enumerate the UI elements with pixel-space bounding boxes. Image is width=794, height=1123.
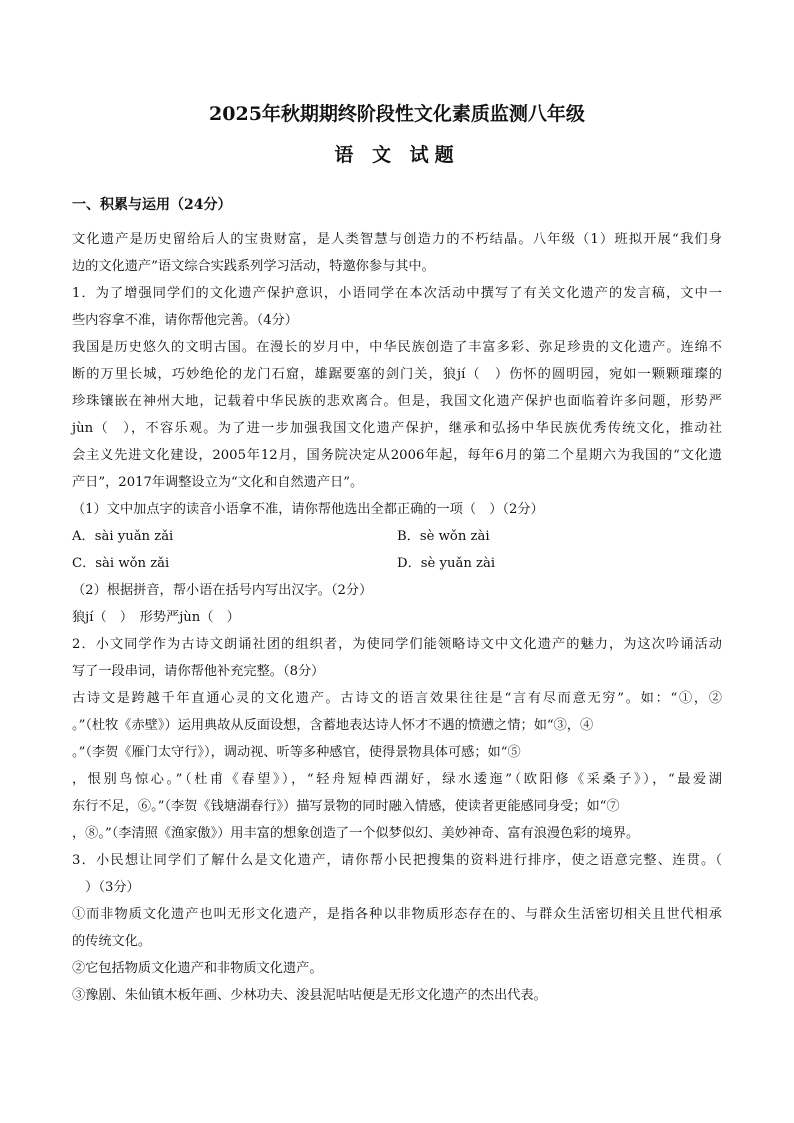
text-line: ①而非物质文化遗产也叫无形文化遗产，是指各种以非物质形态存在的、与群众生活密切相关且世代相承 (72, 907, 722, 922)
text-line: 边的文化遗产”语文综合实践系列学习活动，特邀你参与其中。 (72, 259, 435, 274)
text-line: 1．为了增强同学们的文化遗产保护意识，小语同学在本次活动中撰写了有关文化遗产的发言稿，文中一 (72, 286, 722, 301)
text-line: 文化遗产是历史留给后人的宝贵财富，是人类智慧与创造力的不朽结晶。八年级（1）班拟开展“我们身 (72, 232, 722, 247)
text-line: （1）文中加点字的读音小语拿不准，请你帮他选出全都正确的一项（ ）（2分） (72, 502, 544, 517)
text-line: 写了一段串词，请你帮他补充完整。（8分） (72, 664, 325, 679)
section-heading: 一、积累与运用（24分） (72, 197, 232, 213)
text-line: 断的万里长城，巧妙绝伦的龙门石窟，雄踞要塞的剑门关，狼jí（ ）伤怀的圆明园，宛如一颗颗璀璨的 (72, 367, 722, 382)
text-line: 东行不足，⑥。”（李贺《钱塘湖春行》）描写景物的同时融入情感，使读者更能感同身受；如“⑦ (72, 799, 620, 814)
exam-title: 2025年秋期期终阶段性文化素质监测八年级 (209, 103, 585, 125)
text-line: 些内容拿不准，请你帮他完善。（4分） (72, 313, 298, 328)
text-line: 我国是历史悠久的文明古国。在漫长的岁月中，中华民族创造了丰富多彩、弥足珍贵的文化遗产。连绵不 (72, 340, 722, 355)
text-line: ，恨别鸟惊心。”（杜甫《春望》），“轻舟短棹西湖好，绿水逶迤”（欧阳修《采桑子》），“最爱湖 (72, 772, 722, 787)
text-line: 2．小文同学作为古诗文朗诵社团的组织者，为使同学们能领略诗文中文化遗产的魅力，为这次吟诵活动 (72, 637, 722, 652)
answer-option: C．sài wǒn zǎi (72, 556, 170, 571)
text-line: 珍珠镶嵌在神州大地，记载着中华民族的悲欢离合。但是，我国文化遗产保护也面临着许多问题，形势严 (72, 394, 722, 409)
answer-options-row (72, 523, 722, 550)
text-line: ）（3分） (72, 880, 140, 895)
text-line: jùn（ ），不容乐观。为了进一步加强我国文化遗产保护，继承和弘扬中华民族优秀传统文化，推动社 (72, 421, 722, 436)
text-line: 产日”，2017年调整设立为“文化和自然遗产日”。 (72, 475, 364, 490)
text-line: ②它包括物质文化遗产和非物质文化遗产。 (72, 961, 323, 976)
text-line: 。”（杜牧《赤壁》）运用典故从反面设想，含蓄地表达诗人怀才不遇的愤懑之情；如“③，④ (72, 718, 594, 733)
text-line: 3．小民想让同学们了解什么是文化遗产，请你帮小民把搜集的资料进行排序，使之语意完整、连贯。（ (72, 853, 722, 868)
text-line: 的传统文化。 (72, 934, 152, 949)
text-line: ③豫剧、朱仙镇木板年画、少林功夫、浚县泥咕咕便是无形文化遗产的杰出代表。 (72, 988, 547, 1003)
exam-subtitle: 语 文 试题 (334, 144, 460, 166)
answer-option: A．sài yuǎn zǎi (72, 529, 174, 544)
text-line: （2）根据拼音，帮小语在括号内写出汉字。（2分） (72, 583, 373, 598)
text-line: 古诗文是跨越千年直通心灵的文化遗产。古诗文的语言效果往往是“言有尽而意无穷”。如：“①，② (72, 691, 722, 706)
exam-body (72, 226, 722, 1009)
text-line: 狼jí（ ） 形势严jùn（ ） (72, 610, 240, 625)
text-line: ，⑧。”（李清照《渔家傲》）用丰富的想象创造了一个似梦似幻、美妙神奇、富有浪漫色彩的境界。 (72, 826, 640, 841)
answer-option: B．sè wǒn zài (397, 529, 490, 544)
text-line: 会主义先进文化建设，2005年12月，国务院决定从2006年起，每年6月的第二个星期六为我国的“文化遗 (72, 448, 722, 463)
answer-option: D．sè yuǎn zài (397, 556, 496, 571)
answer-options-row (72, 550, 722, 577)
text-line: 。”（李贺《雁门太守行》），调动视、听等多种感官，使得景物具体可感；如“⑤ (72, 745, 521, 760)
